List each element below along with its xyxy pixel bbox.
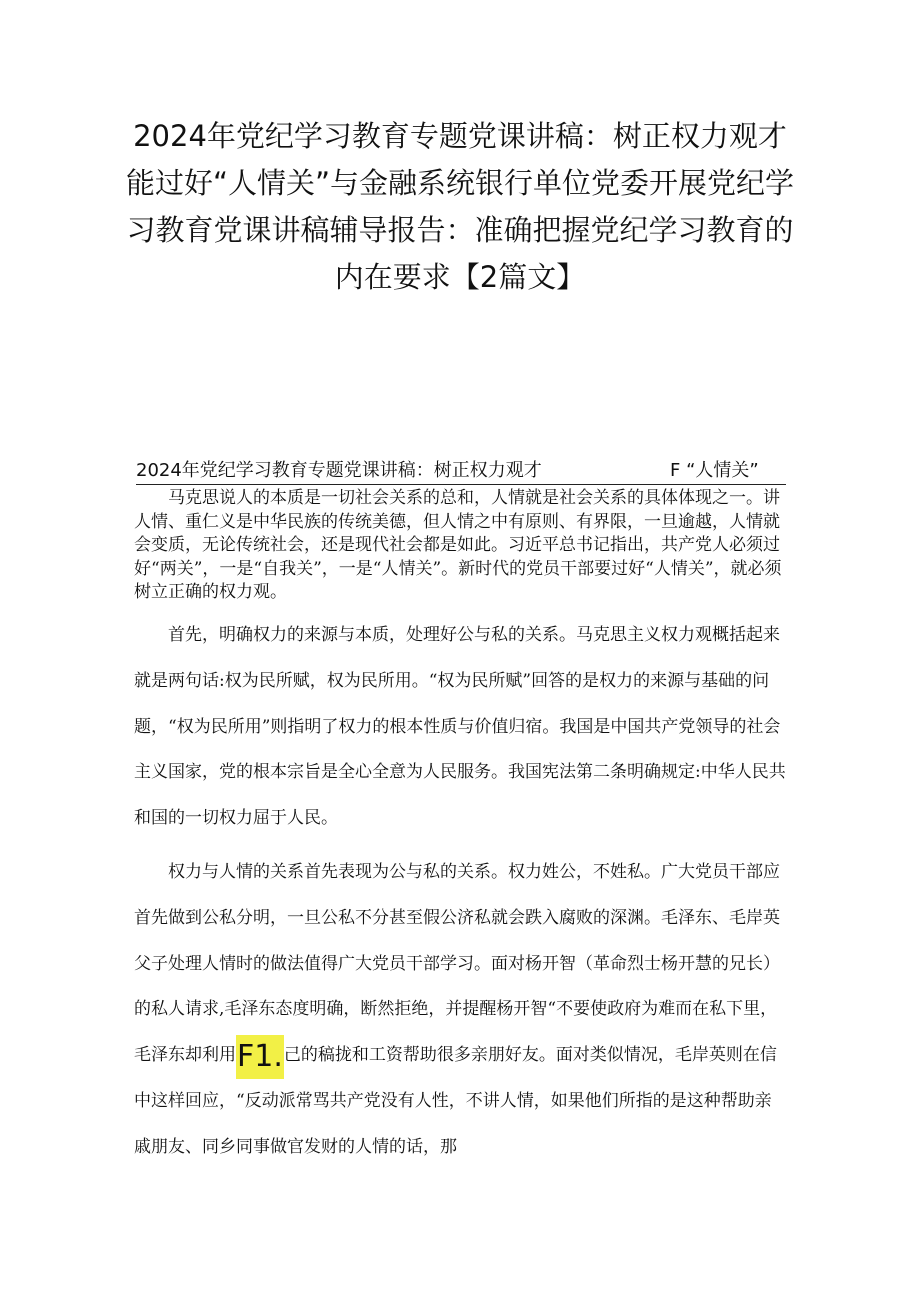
section-heading (136, 458, 786, 485)
section-heading-main: 2024年党纪学习教育专题党课讲稿：树正权力观才 (136, 460, 542, 481)
paragraph-3 (134, 850, 788, 1171)
paragraph-2 (134, 613, 788, 842)
paragraph-1-text: 马克思说人的本质是一切社会关系的总和，人情就是社会关系的具体体现之一。讲人情、重仁义是中华民族的传统美德，但人情之中有原则、有界限，一旦逾越，人情就会变质，无论传统社会，还是现代社会都是如此。习近平总书记指出，共产党人必须过好“两关”，一是“自我关”，一是“人情关”。新时代的党员干部要过好“人情关”，就必须树立正确的权力观。 (134, 488, 782, 602)
paragraph-1 (134, 487, 788, 605)
section-heading-tail: F “人情关” (670, 460, 759, 481)
paragraph-3-text-after: 己的稿拢和工资帮助很多亲朋好友。面对类似情况，毛岸英则在信中这样回应，“反动派常骂共产党没有人性，不讲人情，如果他们所指的是这种帮助亲戚朋友、同乡同事做官发财的人情的话，那 (134, 1045, 777, 1157)
highlighted-ocr-artifact: F1. (236, 1035, 284, 1079)
paragraph-3-text-before: 权力与人情的关系首先表现为公与私的关系。权力姓公，不姓私。广大党员干部应首先做到公私分明，一旦公私不分甚至假公济私就会跌入腐败的深渊。毛泽东、毛岸英父子处理人情时的做法值得广大党员干部学习。面对杨开智（革命烈士杨开慧的兄长）的私人请求,毛泽东态度明确，断然拒绝，并提醒杨开智“不要使政府为难而在私下里，毛泽东却利用 (134, 862, 780, 1066)
paragraph-2-text: 首先，明确权力的来源与本质，处理好公与私的关系。马克思主义权力观概括起来就是两句话:权为民所赋，权为民所用。“权为民所赋”回答的是权力的来源与基础的问题，“权为民所用”则指明了权力的根本性质与价值归宿。我国是中国共产党领导的社会主义国家，党的根本宗旨是全心全意为人民服务。我国宪法第二条明确规定:中华人民共和国的一切权力屈于人民。 (134, 625, 786, 829)
document-title: 2024年党纪学习教育专题党课讲稿：树正权力观才能过好“人情关”与金融系统银行单位党委开展党纪学习教育党课讲稿辅导报告：准确把握党纪学习教育的内在要求【2篇文】 (125, 119, 795, 294)
